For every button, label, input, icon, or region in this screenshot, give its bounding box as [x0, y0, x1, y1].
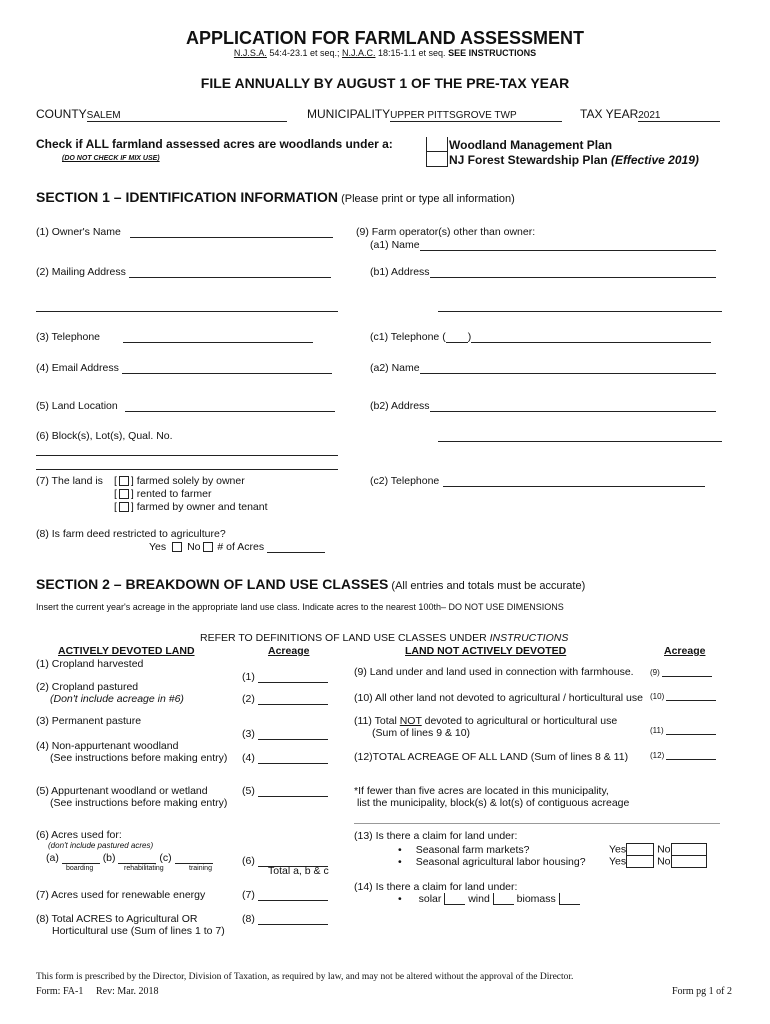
- acreage-12: [650, 751, 716, 760]
- line6-note: (don't include pastured acres): [48, 841, 154, 850]
- a1-name-field: [370, 239, 716, 251]
- c1-paren-close: ): [467, 331, 472, 343]
- section2-heading: [36, 576, 585, 592]
- solar-label: solar: [418, 893, 442, 905]
- acreage-4-num: (4): [242, 752, 255, 764]
- line10-label: (10) All other land not devoted to agricultural / horticultural use: [354, 692, 643, 704]
- line6b-input[interactable]: [118, 852, 156, 864]
- line6-label: (6) Acres used for:: [36, 829, 122, 841]
- farm-markets-no-label: No: [657, 843, 671, 856]
- b2-address-input-2[interactable]: [438, 430, 722, 442]
- email-input[interactable]: [122, 362, 332, 374]
- contiguous-acreage-line: [354, 812, 720, 824]
- woodlands-question: Check if ALL farmland assessed acres are woodlands under a:: [36, 137, 393, 151]
- owners-name-input[interactable]: [130, 226, 333, 238]
- tax-year-value[interactable]: 2021: [638, 110, 720, 122]
- farmed-both-checkbox[interactable]: [119, 502, 129, 512]
- deed-acres-input[interactable]: [267, 541, 325, 553]
- woodlands-note: (DO NOT CHECK IF MIX USE): [62, 155, 160, 162]
- b2-address-label: (b2) Address: [370, 400, 430, 412]
- acreage-8-num: (8): [242, 913, 255, 925]
- deed-restricted-answers: [149, 541, 325, 553]
- b2-address-input[interactable]: [430, 400, 716, 412]
- deed-restricted-question: (8) Is farm deed restricted to agriculture?: [36, 528, 226, 540]
- acreage-3: [242, 728, 328, 740]
- farm-operator-label: (9) Farm operator(s) other than owner:: [356, 226, 536, 238]
- county-field: [36, 107, 287, 122]
- acreage-11: [650, 726, 716, 735]
- forest-stewardship-checkbox[interactable]: [426, 152, 448, 167]
- acreage-8-input[interactable]: [258, 913, 328, 925]
- land-location-label: (5) Land Location: [36, 400, 118, 412]
- acreage-12-num: (12): [650, 751, 665, 760]
- line4-note: (See instructions before making entry): [50, 752, 228, 764]
- line6b-label: (b): [102, 852, 116, 864]
- labor-housing-no-box[interactable]: [671, 855, 707, 868]
- fewer-acres-note: *If fewer than five acres are located in this municipality,: [354, 785, 609, 797]
- email-label: (4) Email Address: [36, 362, 119, 374]
- acreage-5-num: (5): [242, 785, 255, 797]
- rented-option: [ ] rented to farmer: [114, 488, 212, 500]
- acreage-heading-right: Acreage: [664, 645, 706, 657]
- line4-label: (4) Non-appurtenant woodland: [36, 740, 179, 752]
- forest-stewardship-label: NJ Forest Stewardship Plan: [449, 153, 612, 167]
- acreage-11-num: (11): [650, 726, 664, 735]
- c2-telephone-label: (c2) Telephone: [370, 475, 440, 487]
- section1-title: SECTION 1 – IDENTIFICATION INFORMATION: [36, 189, 339, 205]
- line6a-input[interactable]: [62, 852, 100, 864]
- b1-address-line2: [438, 300, 722, 312]
- a1-name-label: (a1) Name: [370, 239, 420, 251]
- c2-telephone-field: [370, 475, 705, 487]
- acreage-5-input[interactable]: [258, 785, 328, 797]
- refer-instructions: INSTRUCTIONS: [489, 632, 569, 644]
- biomass-label: biomass: [516, 893, 556, 905]
- county-value[interactable]: SALEM: [87, 110, 287, 122]
- revision-date: Rev: Mar. 2018: [96, 986, 159, 997]
- acreage-heading-left: Acreage: [268, 645, 310, 657]
- mailing-address-input[interactable]: [129, 266, 331, 278]
- line11-note: (Sum of lines 9 & 10): [372, 727, 471, 739]
- county-label: COUNTY: [36, 107, 87, 121]
- b1-address-field: [370, 266, 716, 278]
- acreage-4-input[interactable]: [258, 752, 328, 764]
- line9-label: (9) Land under and land used in connection with farmhouse.: [354, 666, 634, 678]
- c1-telephone-field: [370, 331, 711, 343]
- b1-address-label: (b1) Address: [370, 266, 430, 278]
- fewer-acres-note-2: list the municipality, block(s) & lot(s) of contiguous acreage: [357, 797, 630, 809]
- line5-label: (5) Appurtenant woodland or wetland: [36, 785, 208, 797]
- telephone-label: (3) Telephone: [36, 331, 101, 343]
- acreage-9: [650, 668, 712, 677]
- line14-label: (14) Is there a claim for land under:: [354, 881, 518, 893]
- rehabilitating-label: rehabilitating: [124, 865, 164, 872]
- line11-post: devoted to agricultural or horticultural use: [421, 715, 618, 727]
- c2-telephone-input[interactable]: [443, 475, 705, 487]
- wind-box[interactable]: [493, 893, 514, 905]
- line6c-input[interactable]: [175, 852, 213, 864]
- line2-label: (2) Cropland pastured: [36, 681, 139, 693]
- land-is-label: (7) The land is: [36, 475, 103, 487]
- actively-devoted-heading: ACTIVELY DEVOTED LAND: [58, 645, 195, 657]
- block-lot-label: (6) Block(s), Lot(s), Qual. No.: [36, 430, 173, 442]
- not-actively-devoted-heading: LAND NOT ACTIVELY DEVOTED: [405, 645, 567, 657]
- a2-name-field: [370, 362, 716, 374]
- line7-label: (7) Acres used for renewable energy: [36, 889, 206, 901]
- b1-address-input[interactable]: [430, 266, 716, 278]
- form-number: Form: FA-1: [36, 986, 84, 997]
- mailing-address-label: (2) Mailing Address: [36, 266, 126, 278]
- acreage-7-input[interactable]: [258, 889, 328, 901]
- acreage-1-num: (1): [242, 671, 255, 683]
- acreage-4: [242, 752, 328, 764]
- c1-telephone-input[interactable]: [471, 331, 711, 343]
- acreage-1: [242, 671, 328, 683]
- acreage-8: [242, 913, 328, 925]
- farmed-both-label: farmed by owner and tenant: [136, 501, 268, 513]
- njsa-ref-rest: 54:4-23.1 et seq.;: [266, 48, 342, 58]
- line6c-label: (c): [159, 852, 172, 864]
- farmed-owner-option: [ ] farmed solely by owner: [114, 475, 245, 487]
- tax-year-label: TAX YEAR: [580, 107, 639, 121]
- refer-text: REFER TO DEFINITIONS OF LAND USE CLASSES UNDER: [200, 632, 490, 644]
- line13-label: (13) Is there a claim for land under:: [354, 830, 518, 842]
- woodland-management-option: [426, 137, 612, 152]
- forest-stewardship-option: [426, 152, 699, 167]
- b1-address-input-2[interactable]: [438, 300, 722, 312]
- energy-claims: [398, 893, 580, 905]
- section2-subtitle: (All entries and totals must be accurate): [388, 580, 586, 592]
- a2-name-label: (a2) Name: [370, 362, 420, 374]
- mailing-address-line2: [36, 300, 338, 312]
- acreage-9-num: (9): [650, 668, 660, 677]
- acreage-10-num: (10): [650, 692, 665, 701]
- file-annually-heading: FILE ANNUALLY BY AUGUST 1 OF THE PRE-TAX YEAR: [200, 75, 570, 91]
- labor-housing-answer: [609, 855, 707, 868]
- acreage-7-num: (7): [242, 889, 255, 901]
- section1-subtitle: (Please print or type all information): [338, 193, 515, 205]
- municipality-value[interactable]: UPPER PITTSGROVE TWP: [390, 110, 562, 122]
- woodland-management-checkbox[interactable]: [426, 137, 448, 152]
- prescribed-notice: This form is prescribed by the Director, Division of Taxation, as required by law, and may not be altered without the approval of the Director.: [36, 972, 574, 982]
- line5-note: (See instructions before making entry): [50, 797, 228, 809]
- section2-insert-note: Insert the current year's acreage in the appropriate land use class. Indicate acres to the nearest 100th– DO NOT USE DIMENSIONS: [36, 602, 564, 612]
- deed-yes-label: Yes: [149, 541, 167, 553]
- acreage-10-input[interactable]: [666, 692, 716, 701]
- a1-name-input[interactable]: [420, 239, 716, 251]
- solar-box[interactable]: [444, 893, 465, 905]
- c1-telephone-label: (c1) Telephone (: [370, 331, 446, 343]
- land-location-field: [36, 400, 335, 412]
- line11-not: NOT: [399, 715, 422, 727]
- block-lot-line1: [36, 444, 338, 456]
- rented-checkbox[interactable]: [119, 489, 129, 499]
- tax-year-field: [580, 107, 720, 122]
- owners-name-field: [36, 226, 333, 238]
- telephone-field: [36, 331, 313, 343]
- njac-ref-rest: 18:15-1.1 et seq.: [375, 48, 446, 58]
- mailing-address-field: [36, 266, 331, 278]
- line1-label: (1) Cropland harvested: [36, 658, 144, 670]
- municipality-field: [307, 107, 562, 122]
- acreage-3-input[interactable]: [258, 728, 328, 740]
- line6a-label: (a): [46, 852, 59, 864]
- labor-housing-yes-label: Yes: [609, 855, 627, 868]
- acreage-7: [242, 889, 328, 901]
- woodland-management-label: Woodland Management Plan: [449, 138, 613, 152]
- b2-address-field: [370, 400, 716, 412]
- seasonal-farm-markets-label: • Seasonal farm markets?: [398, 844, 530, 856]
- page-number: Form pg 1 of 2: [672, 986, 732, 997]
- block-lot-input-2[interactable]: [36, 458, 338, 470]
- owners-name-label: (1) Owner's Name: [36, 226, 121, 238]
- refer-to-definitions: [200, 632, 568, 644]
- email-field: [36, 362, 332, 374]
- form-title: APPLICATION FOR FARMLAND ASSESSMENT: [185, 28, 584, 48]
- municipality-label: MUNICIPALITY: [307, 107, 391, 121]
- acreage-6-num: (6): [242, 855, 255, 867]
- acreage-2-num: (2): [242, 693, 255, 705]
- mailing-address-input-2[interactable]: [36, 300, 338, 312]
- deed-no-label: No: [187, 541, 201, 553]
- training-label: training: [189, 865, 212, 872]
- njac-ref: N.J.A.C.: [341, 48, 376, 58]
- farm-markets-yes-label: Yes: [609, 843, 627, 856]
- line11-label: [354, 715, 617, 727]
- farmed-both-option: [ ] farmed by owner and tenant: [114, 501, 268, 513]
- acreage-2-input[interactable]: [258, 693, 328, 705]
- contiguous-acreage-input[interactable]: [354, 812, 720, 824]
- line2-note: (Don't include acreage in #6): [50, 693, 184, 705]
- deed-acres-label: # of Acres: [217, 541, 265, 553]
- total-abc-label: Total a, b & c: [268, 865, 329, 877]
- section1-heading: [36, 189, 515, 205]
- acreage-1-input[interactable]: [258, 671, 328, 683]
- line8-label: (8) Total ACRES to Agricultural OR: [36, 913, 198, 925]
- telephone-input[interactable]: [123, 331, 313, 343]
- seasonal-labor-housing-label: • Seasonal agricultural labor housing?: [398, 856, 586, 868]
- c1-area-code-input[interactable]: [446, 331, 468, 343]
- land-location-input[interactable]: [125, 400, 335, 412]
- labor-housing-yes-box[interactable]: [626, 855, 654, 868]
- acreage-12-input[interactable]: [666, 751, 716, 760]
- line6-subfields: [46, 852, 213, 864]
- wind-label: wind: [468, 893, 490, 905]
- acreage-10: [650, 692, 716, 701]
- acreage-5: [242, 785, 328, 797]
- acreage-2: [242, 693, 328, 705]
- njsa-ref: N.J.S.A.: [233, 48, 267, 58]
- line3-label: (3) Permanent pasture: [36, 715, 142, 727]
- a2-name-input[interactable]: [420, 362, 716, 374]
- block-lot-line2: [36, 458, 338, 470]
- boarding-label: boarding: [66, 865, 94, 872]
- labor-housing-no-label: No: [657, 855, 671, 868]
- section2-title: SECTION 2 – BREAKDOWN OF LAND USE CLASSES: [36, 576, 389, 592]
- acreage-11-input[interactable]: [666, 726, 716, 735]
- block-lot-input-1[interactable]: [36, 444, 338, 456]
- forest-stewardship-effective: (Effective 2019): [611, 153, 699, 167]
- deed-yes-checkbox[interactable]: [172, 542, 182, 552]
- deed-no-checkbox[interactable]: [203, 542, 213, 552]
- line8-note: Horticultural use (Sum of lines 1 to 7): [52, 925, 225, 937]
- acreage-9-input[interactable]: [662, 668, 712, 677]
- line12-label: (12)TOTAL ACREAGE OF ALL LAND (Sum of lines 8 & 11): [354, 751, 629, 763]
- farmed-owner-checkbox[interactable]: [119, 476, 129, 486]
- farmed-owner-label: farmed solely by owner: [136, 475, 245, 487]
- biomass-box[interactable]: [559, 893, 580, 905]
- line11-pre: (11) Total: [354, 715, 400, 727]
- statute-references: [0, 48, 770, 58]
- b2-address-line2: [438, 430, 722, 442]
- see-instructions: SEE INSTRUCTIONS: [448, 48, 537, 58]
- acreage-3-num: (3): [242, 728, 255, 740]
- rented-label: rented to farmer: [136, 488, 212, 500]
